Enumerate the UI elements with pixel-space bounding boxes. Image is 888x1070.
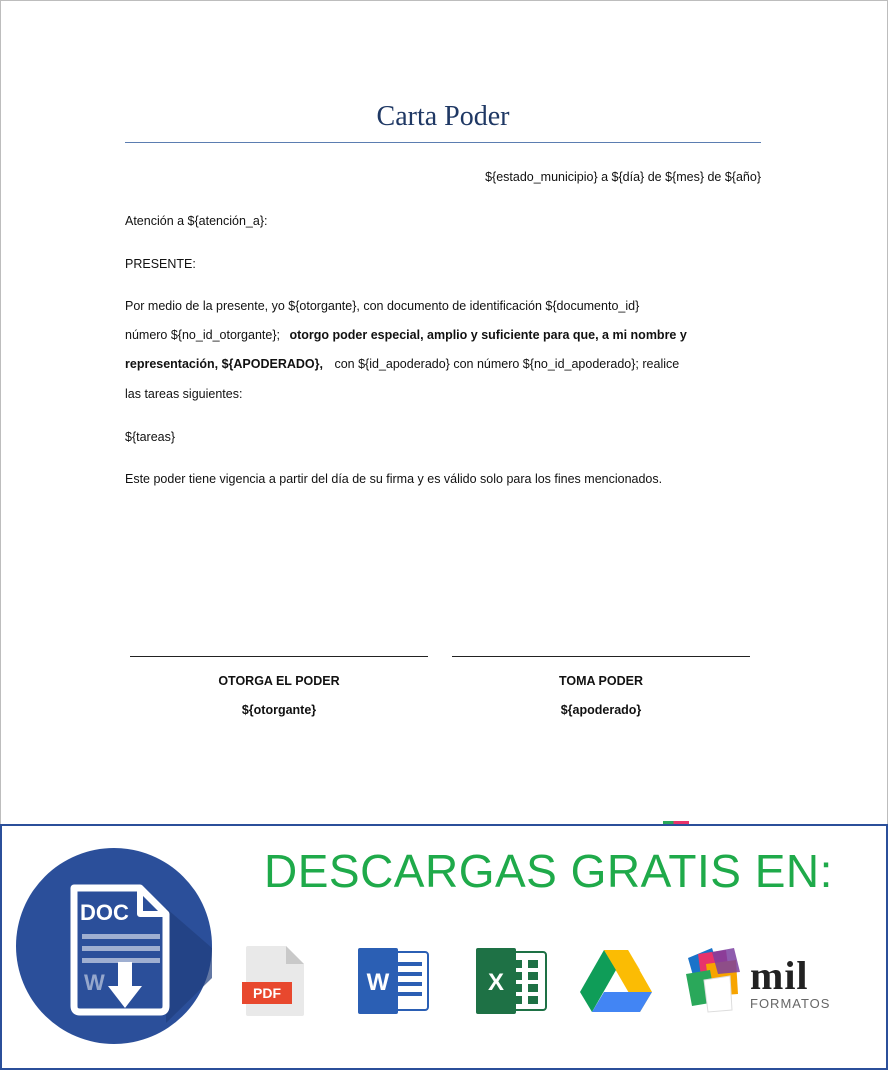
brand-name[interactable]: mil (750, 953, 809, 998)
svg-text:DOC: DOC (80, 900, 129, 925)
svg-text:X: X (487, 969, 505, 996)
body-line-2-bold: otorgo poder especial, amplio y suficiente para que, a mi nombre y (289, 328, 687, 342)
grantor-role: OTORGA EL PODER (218, 674, 340, 688)
brand-subtitle: FORMATOS (750, 996, 831, 1011)
body-line-3 (125, 357, 679, 371)
milformatos-logo-icon[interactable] (682, 944, 748, 1016)
date-line: ${estado_municipio} a ${día} de ${mes} de ${año} (485, 170, 761, 184)
validity-line: Este poder tiene vigencia a partir del día de su firma y es válido solo para los fines mencionados. (125, 472, 663, 486)
word-icon[interactable] (356, 946, 430, 1016)
google-drive-icon[interactable] (580, 948, 652, 1012)
body-line-2-normal: número ${no_id_otorgante}; (125, 328, 280, 342)
body-line-3-bold: representación, ${APODERADO}, (125, 357, 323, 371)
body-line-2 (125, 328, 687, 342)
download-banner (0, 824, 888, 1070)
excel-icon[interactable] (474, 946, 548, 1016)
svg-text:W: W (84, 970, 105, 995)
grantor-name: ${otorgante} (241, 703, 317, 717)
attorney-name: ${apoderado} (560, 703, 642, 717)
signature-line-right (452, 656, 750, 657)
title-divider (125, 142, 761, 143)
attention-line: Atención a ${atención_a}: (125, 214, 268, 228)
body-line-1: Por medio de la presente, yo ${otorgante}, con documento de identificación ${documento_id} (125, 299, 640, 313)
body-line-3-normal: con ${id_apoderado} con número ${no_id_apoderado}; realice (334, 357, 680, 371)
svg-text:W: W (366, 969, 390, 996)
svg-text:PDF: PDF (253, 985, 281, 1001)
body-line-4: las tareas siguientes: (125, 387, 243, 401)
attorney-role: TOMA PODER (558, 674, 644, 688)
document-title: Carta Poder (376, 101, 510, 132)
present-line: PRESENTE: (125, 257, 196, 271)
tasks-placeholder: ${tareas} (125, 430, 176, 444)
signature-line-left (130, 656, 428, 657)
banner-heading: DESCARGAS GRATIS EN: (264, 845, 833, 897)
pdf-icon[interactable] (242, 944, 308, 1018)
doc-download-icon[interactable] (16, 848, 212, 1044)
